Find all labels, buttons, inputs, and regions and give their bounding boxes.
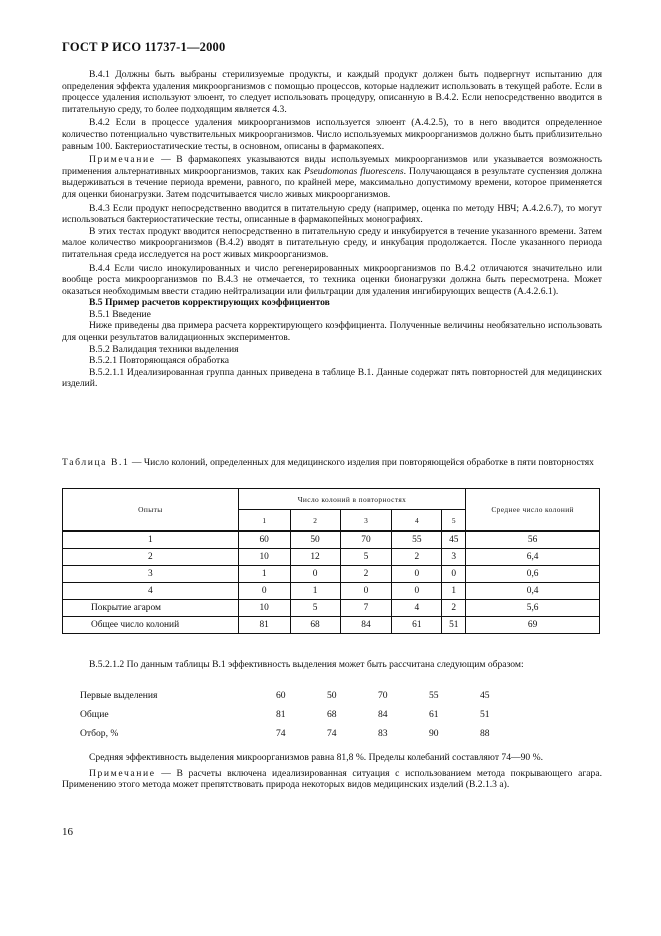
cell-mean: 69 [466, 617, 600, 634]
efficiency-table [80, 686, 531, 743]
cell: 2 [392, 549, 442, 566]
table-row [80, 705, 531, 724]
note-2-label: Примечание [89, 767, 156, 779]
table-row [63, 566, 600, 583]
cell: 7 [340, 600, 392, 617]
cell-mean: 0,6 [466, 566, 600, 583]
cell: 0 [392, 583, 442, 600]
header-rep-3: 3 [340, 510, 392, 532]
heading-b521: В.5.2.1 Повторяющаяся обработка [89, 355, 230, 367]
cell-mean: 0,4 [466, 583, 600, 600]
cell-mean: 56 [466, 531, 600, 549]
header-rep-2: 2 [290, 510, 340, 532]
main-text [62, 69, 602, 390]
paragraph-b41: В.4.1 Должны быть выбраны стерилизуемые продукты, и каждый продукт должен быть подвергнут испытанию для определения эффекта удаления микроорганизмов с помощью процессов, которые надлежит использовать в текущей работе. Если в процессе удаления используют элюент, то следует использовать процедуру, описанную в В.4.2. Если непосредственно вводится в питательную среду, то более подходящим является 4.3. [62, 69, 602, 115]
row-label: 2 [63, 549, 239, 566]
header-trials: Опыты [63, 489, 239, 532]
note-1 [62, 154, 602, 200]
table-b1-caption-label: Таблица В.1 [62, 457, 130, 468]
cell: 81 [238, 617, 290, 634]
cell: 60 [238, 531, 290, 549]
cell: 2 [442, 600, 466, 617]
cell: 45 [480, 690, 490, 701]
cell: 83 [378, 728, 388, 739]
table-row [63, 617, 600, 634]
table-b1-caption-text: — Число колоний, определенных для медицинского изделия при повторяющейся обработке в пяти повторностях [129, 457, 594, 468]
row-label: 3 [63, 566, 239, 583]
row-label: Общее число колоний [63, 617, 239, 634]
table-row [63, 600, 600, 617]
note-1-text-b: . Получающаяся в результате суспензия должна выдерживаться в течение периода времени, равного, по крайней мере, максимально допустимому времени, которое применяется для оценки бионагрузки. Затем подсчитывается число живых микроорганизмов. [62, 165, 602, 200]
cell: 0 [238, 583, 290, 600]
paragraph-b42: В.4.2 Если в процессе удаления микроорганизмов используется элюент (А.4.2.5), то в него вводится определенное количество потенциально чувствительных микроорганизмов. Число используемых микроорганизмов должно быть приблизительно равным 100. Бактериостатические тесты, в основном, описаны в фармакопеях. [62, 117, 602, 152]
page-number: 16 [62, 826, 73, 838]
paragraph-b44: В.4.4 Если число инокулированных и число регенерированных микроорганизмов по В.4.2 отличаются значительно или вообще роста микроорганизмов по В.4.3 не отмечается, то техника оценки бионагрузки должна быть пересмотрена. Может оказаться необходимым ввести стадию нейтрализации или фильтрации для удаления ингибирующих веществ (А.4.2.6.1). [62, 262, 602, 297]
cell: 90 [429, 728, 439, 739]
cell: 61 [429, 709, 439, 720]
header-rep-1: 1 [238, 510, 290, 532]
note-2 [62, 768, 602, 791]
header-colonies-group: Число колоний в повторностях [238, 489, 466, 510]
row-label: 4 [63, 583, 239, 600]
table-b1-caption [62, 457, 602, 469]
paragraph-b5212: В.5.2.1.2 По данным таблицы В.1 эффективность выделения может быть рассчитана следующим образом: [89, 659, 524, 670]
cell: 0 [290, 566, 340, 583]
cell: 81 [276, 709, 286, 720]
cell: 45 [442, 531, 466, 549]
cell: 50 [290, 531, 340, 549]
cell: 5 [340, 549, 392, 566]
cell: 10 [238, 600, 290, 617]
cell: 4 [392, 600, 442, 617]
paragraph-b5211: В.5.2.1.1 Идеализированная группа данных приведена в таблице В.1. Данные содержат пять повторностей для медицинских изделий. [62, 366, 602, 390]
paragraph-b51: Ниже приведены два примера расчета корректирующего коэффициента. Полученные величины необязательно использовать для оценки результатов валидационных экспериментов. [62, 320, 602, 344]
heading-b52: В.5.2 Валидация техники выделения [89, 343, 239, 355]
row-label: 1 [63, 531, 239, 549]
cell-mean: 5,6 [466, 600, 600, 617]
paragraph-b43-tests: В этих тестах продукт вводится непосредственно в питательную среду и инкубируется в течение указанного времени. Затем малое количество микроорганизмов (В.4.2) вводят в питательную среду, и инкубация продолжается. После указанного периода питательная среда исследуется на рост живых микроорганизмов. [62, 225, 602, 260]
cell: 68 [290, 617, 340, 634]
header-rep-5: 5 [442, 510, 466, 532]
row-label: Отбор, % [80, 728, 119, 739]
cell: 1 [442, 583, 466, 600]
cell: 51 [480, 709, 490, 720]
table-row [80, 724, 531, 743]
cell: 74 [276, 728, 286, 739]
paragraph-mean-efficiency: Средняя эффективность выделения микроорганизмов равна 81,8 %. Пределы колебаний составляют 74—90 %. [89, 752, 543, 763]
cell: 61 [392, 617, 442, 634]
table-row [63, 583, 600, 600]
cell: 70 [340, 531, 392, 549]
cell: 0 [442, 566, 466, 583]
table-row [63, 549, 600, 566]
cell: 1 [290, 583, 340, 600]
note-2-text: — В расчеты включена идеализированная ситуация с использованием метода покрывающего агара. Применению этого метода может препятствовать природа некоторых видов медицинских изделий (В.2.1.3 а). [62, 767, 602, 791]
cell: 60 [276, 690, 286, 701]
cell: 10 [238, 549, 290, 566]
cell: 1 [238, 566, 290, 583]
cell: 74 [327, 728, 337, 739]
row-label: Покрытие агаром [63, 600, 239, 617]
cell: 70 [378, 690, 388, 701]
cell: 84 [340, 617, 392, 634]
header-mean: Среднее число колоний [466, 489, 600, 532]
paragraph-b43: В.4.3 Если продукт непосредственно вводится в питательную среду (например, оценка по методу НВЧ; А.4.2.6.7), то могут использоваться бактериостатические тесты, описанные в фармакопейных монографиях. [62, 202, 602, 226]
cell: 51 [442, 617, 466, 634]
heading-b5: В.5 Пример расчетов корректирующих коэффициентов [89, 297, 330, 309]
closing-text [62, 752, 602, 791]
cell: 2 [340, 566, 392, 583]
page-header-title: ГОСТ Р ИСО 11737-1—2000 [62, 40, 226, 54]
cell: 12 [290, 549, 340, 566]
note-1-species: Pseudomonas fluorescens [303, 165, 404, 177]
cell: 3 [442, 549, 466, 566]
note-1-text-a: — В фармакопеях указываются виды используемых микроорганизмов или указывается возможность применения альтернативных микроорганизмов, таких как [62, 154, 602, 177]
cell: 68 [327, 709, 337, 720]
header-rep-4: 4 [392, 510, 442, 532]
row-label: Первые выделения [80, 690, 158, 701]
cell-mean: 6,4 [466, 549, 600, 566]
cell: 55 [429, 690, 439, 701]
table-b1 [62, 488, 600, 634]
table-row [63, 531, 600, 549]
cell: 55 [392, 531, 442, 549]
cell: 88 [480, 728, 490, 739]
cell: 50 [327, 690, 337, 701]
cell: 0 [340, 583, 392, 600]
heading-b51: В.5.1 Введение [89, 308, 151, 320]
row-label: Общие [80, 709, 109, 720]
table-row [80, 686, 531, 705]
cell: 0 [392, 566, 442, 583]
cell: 84 [378, 709, 388, 720]
note-1-label: Примечание [89, 154, 156, 166]
cell: 5 [290, 600, 340, 617]
